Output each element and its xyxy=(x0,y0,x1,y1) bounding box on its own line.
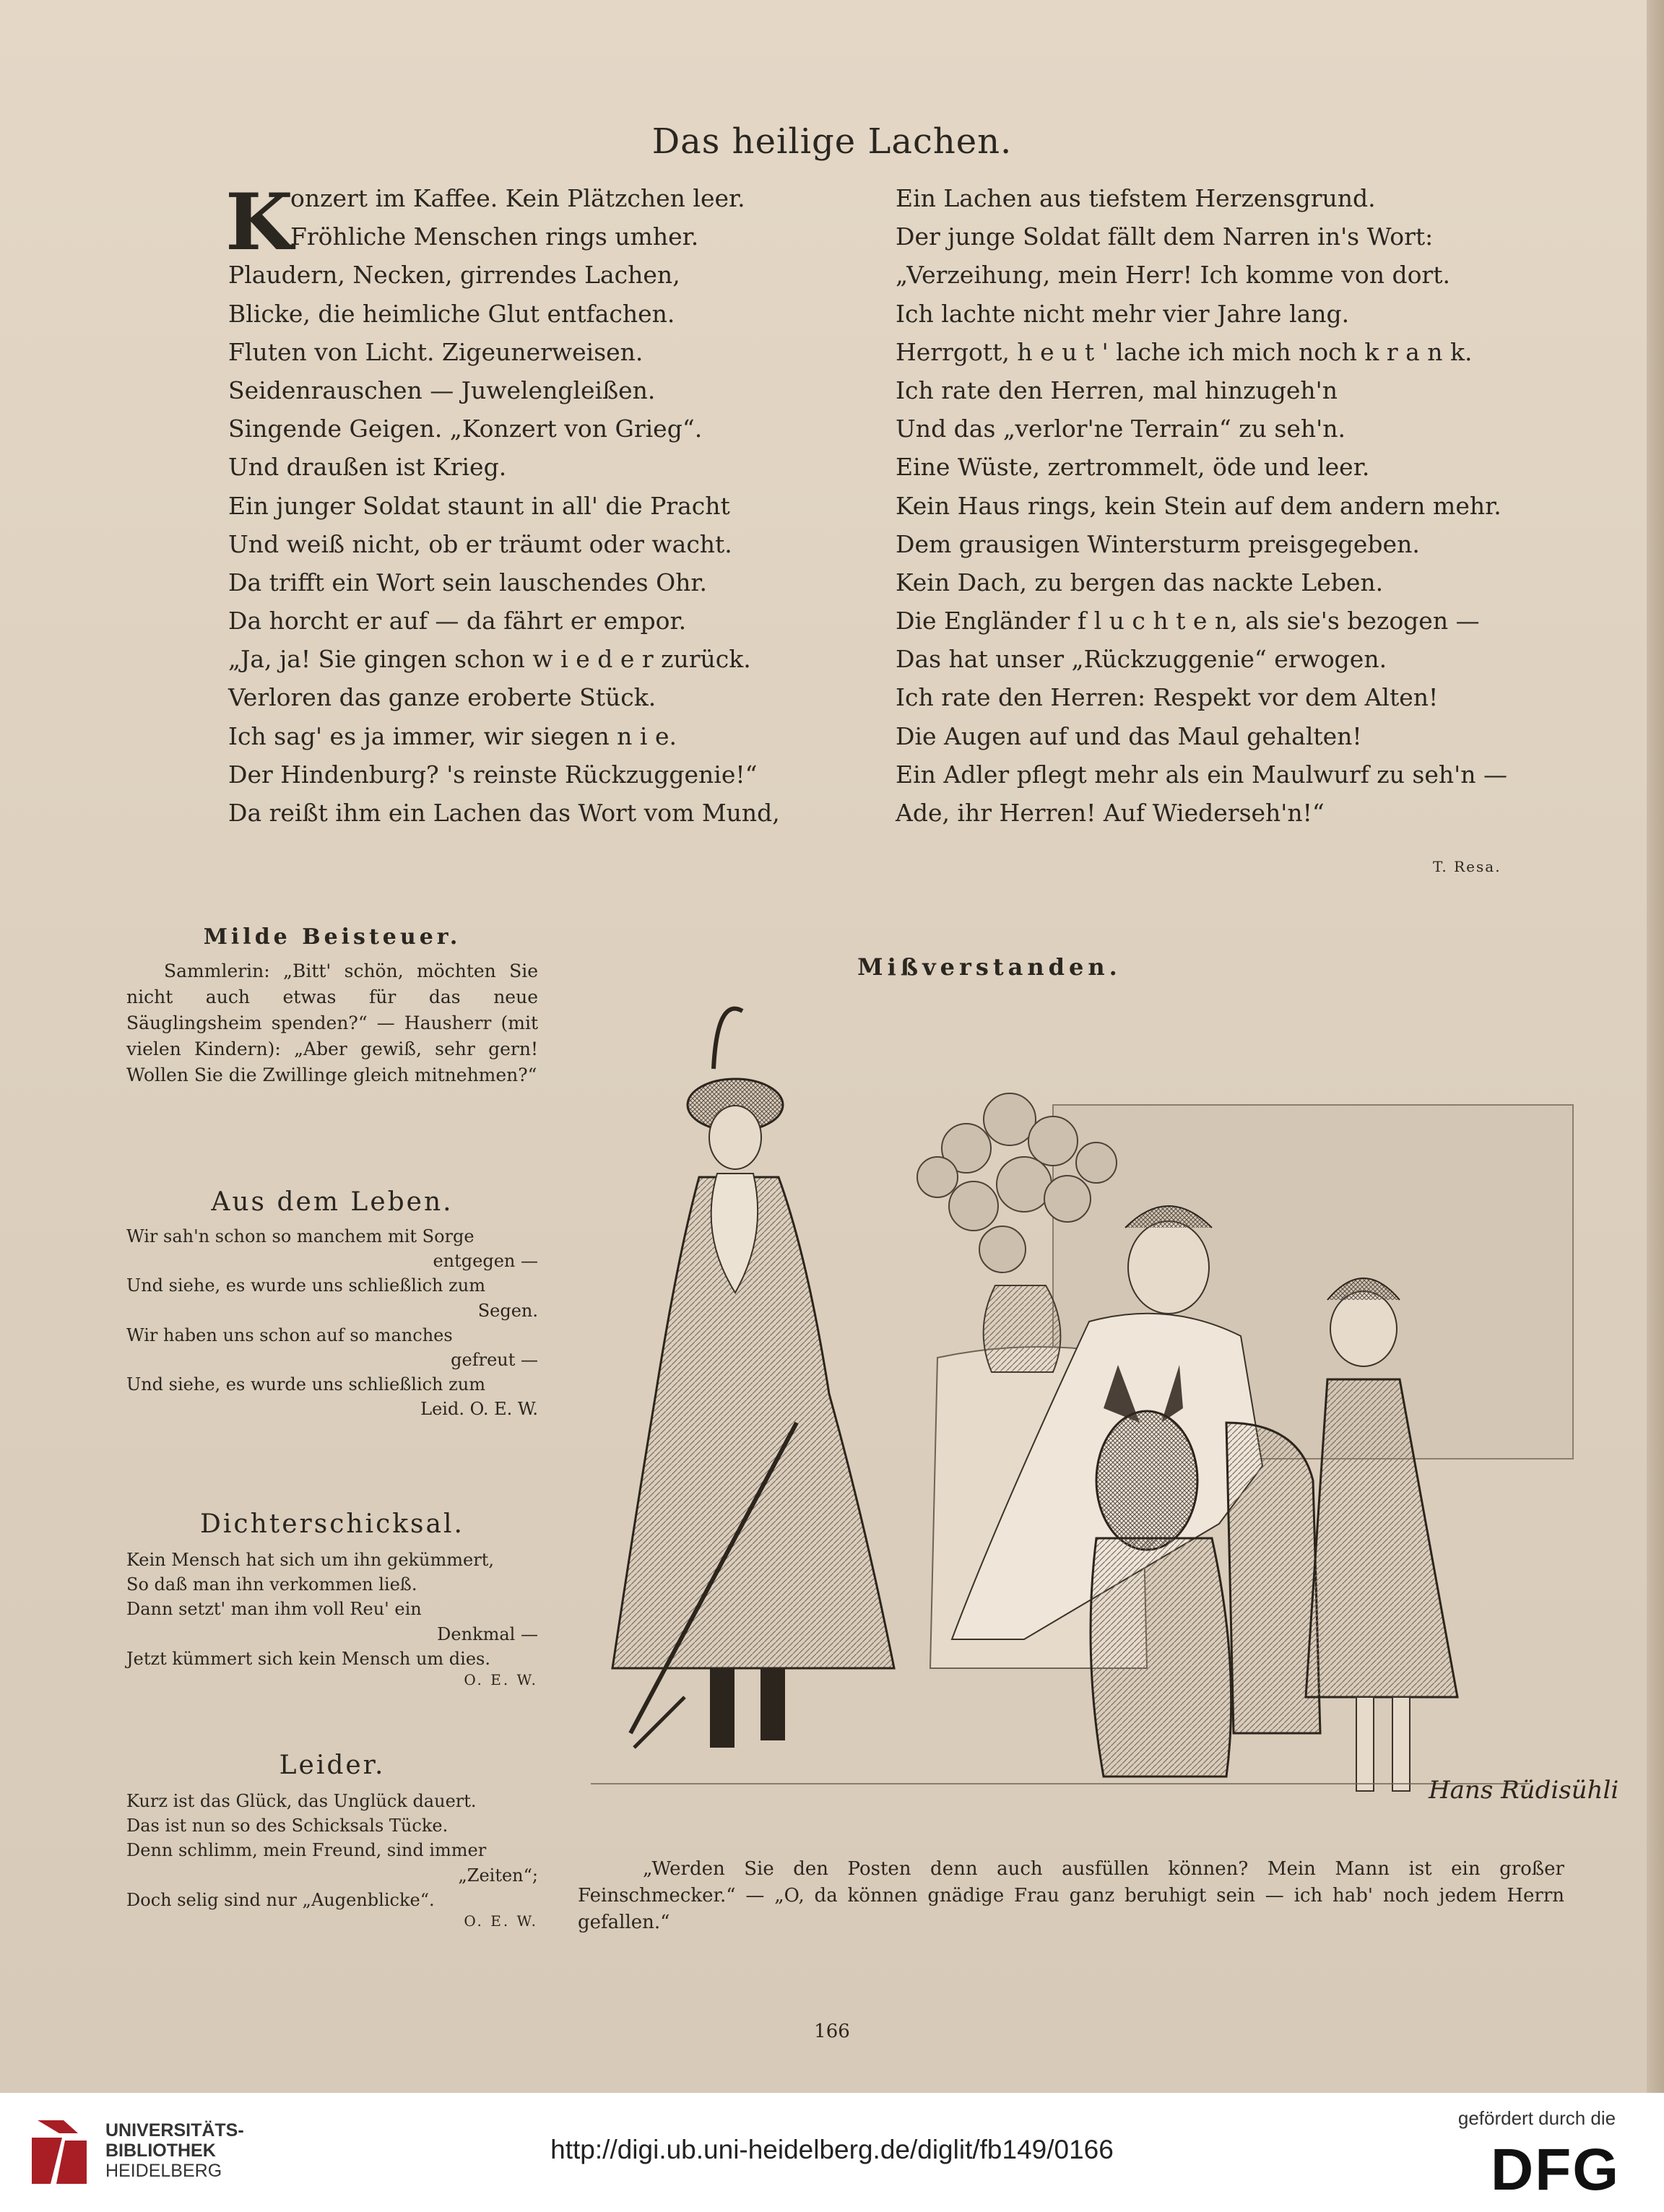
verse-line: entgegen — xyxy=(433,1251,538,1272)
standing-woman-figure xyxy=(612,1009,894,1748)
library-name-line: UNIVERSITÄTS- xyxy=(105,2120,244,2141)
poem-line: Da trifft ein Wort sein lauschendes Ohr. xyxy=(228,568,708,597)
leider-section xyxy=(126,1751,538,1930)
poem-line: Kein Haus rings, kein Stein auf dem andern mehr. xyxy=(896,491,1502,520)
poem-line: Ein junger Soldat staunt in all' die Pracht xyxy=(228,491,730,520)
verse-line: Und siehe, es wurde uns schließlich zum xyxy=(126,1275,486,1296)
verse-line: gefreut — xyxy=(451,1350,538,1371)
poem-line: Herrgott, h e u t ' lache ich mich noch k r a n k. xyxy=(896,337,1473,366)
poem-line: Ein Adler pflegt mehr als ein Maulwurf zu seh'n — xyxy=(896,760,1507,789)
leider-verse xyxy=(126,1789,538,1912)
poem-dropcap: K xyxy=(225,177,293,268)
permalink-url[interactable]: http://digi.ub.uni-heidelberg.de/diglit/fb149/0166 xyxy=(550,2135,1114,2164)
verse-line: Kurz ist das Glück, das Unglück dauert. xyxy=(126,1791,477,1811)
verse-line: So daß man ihn verkommen ließ. xyxy=(126,1574,417,1595)
verse-line: Segen. xyxy=(477,1300,538,1321)
verse-line: Denkmal — xyxy=(437,1623,538,1644)
verse-line: Leid. O. E. W. xyxy=(420,1399,538,1420)
leider-heading: Leider. xyxy=(279,1751,386,1780)
poem-line: Dem grausigen Wintersturm preisgegeben. xyxy=(896,529,1420,558)
poem-line: onzert im Kaffee. Kein Plätzchen leer. xyxy=(290,184,745,212)
page-edge xyxy=(1647,0,1664,2093)
dfg-logo[interactable]: DFG xyxy=(1491,2137,1621,2203)
artist-signature: Hans Rüdisühli xyxy=(1429,1776,1619,1805)
poem-line: Das hat unser „Rückzuggenie“ erwogen. xyxy=(896,645,1387,674)
aus-dem-leben-section xyxy=(126,1187,538,1422)
verse-line: Wir haben uns schon auf so manches xyxy=(126,1324,453,1345)
poem-line: Die Augen auf und das Maul gehalten! xyxy=(896,721,1362,750)
poem-line: Fröhliche Menschen rings umher. xyxy=(290,222,699,251)
milde-text: Sammlerin: „Bitt' schön, möchten Sie nicht auch etwas für das neue Säuglingsheim spenden?“ — Hausherr (mit vielen Kindern): „Aber gewiß, sehr gern! Wollen Sie die Zwillinge gleich mitnehmen?“ xyxy=(126,960,538,1085)
poem-left-column xyxy=(228,179,849,832)
poem-line: Da reißt ihm ein Lachen das Wort vom Mund, xyxy=(228,799,780,827)
poem-line: Singende Geigen. „Konzert von Grieg“. xyxy=(228,415,703,443)
verse-line: Wir sah'n schon so manchem mit Sorge xyxy=(126,1226,474,1246)
verse-line: Und siehe, es wurde uns schließlich zum xyxy=(126,1374,486,1395)
milde-beisteuer-section xyxy=(126,924,538,1088)
poem-line: Ein Lachen aus tiefstem Herzensgrund. xyxy=(896,184,1376,212)
poem-line: Eine Wüste, zertrommelt, öde und leer. xyxy=(896,453,1370,482)
illustration xyxy=(591,1018,1619,1820)
funding-note: gefördert durch die xyxy=(1457,2107,1616,2129)
verse-line: Das ist nun so des Schicksals Tücke. xyxy=(126,1816,448,1836)
poem-line: Ade, ihr Herren! Auf Wiederseh'n!“ xyxy=(896,799,1325,827)
poem-line: „Ja, ja! Sie gingen schon w i e d e r zurück. xyxy=(228,645,751,674)
footer-bar xyxy=(0,2093,1664,2212)
poem-title: Das heilige Lachen. xyxy=(651,121,1013,162)
poem-line: Da horcht er auf — da fährt er empor. xyxy=(228,607,687,636)
verse-line: Kein Mensch hat sich um ihn gekümmert, xyxy=(126,1550,494,1570)
verse-line: „Zeiten“; xyxy=(458,1865,538,1886)
poem-line: Ich sag' es ja immer, wir siegen n i e. xyxy=(228,721,677,750)
illustration-caption: „Werden Sie den Posten denn auch ausfüllen können? Mein Mann ist ein großer Feinschmecker.“ — „O, da können gnädige Frau ganz beruhigt sein — ich hab' noch jedem Herrn gefallen.“ xyxy=(578,1858,1564,1933)
leben-heading: Aus dem Leben. xyxy=(211,1187,454,1217)
poem-line: Ich lachte nicht mehr vier Jahre lang. xyxy=(896,299,1350,328)
verse-line: Jetzt kümmert sich kein Mensch um dies. xyxy=(126,1648,490,1669)
poem-line: Die Engländer f l u c h t e n, als sie's bezogen — xyxy=(896,607,1480,636)
library-name-line: HEIDELBERG xyxy=(105,2161,222,2181)
dichter-signature: O. E. W. xyxy=(464,1671,538,1689)
verse-line: Denn schlimm, mein Freund, sind immer xyxy=(126,1840,487,1861)
missverstanden-heading: Mißverstanden. xyxy=(857,953,1122,981)
poem-line: Ich rate den Herren, mal hinzugeh'n xyxy=(896,376,1338,404)
poem-line: Seidenrauschen — Juwelengleißen. xyxy=(228,376,656,404)
poem-line: Kein Dach, zu bergen das nackte Leben. xyxy=(896,568,1384,597)
dichter-heading: Dichterschicksal. xyxy=(200,1509,464,1539)
library-name-line: BIBLIOTHEK xyxy=(105,2141,216,2161)
vase xyxy=(984,1285,1061,1372)
dichter-verse xyxy=(126,1548,538,1671)
poem-line: Und das „verlor'ne Terrain“ zu seh'n. xyxy=(896,415,1346,443)
poem-line: Fluten von Licht. Zigeunerweisen. xyxy=(228,337,644,366)
poem-right-column xyxy=(896,179,1531,832)
poem-line: Ich rate den Herren: Respekt vor dem Alten! xyxy=(896,683,1439,712)
leider-signature: O. E. W. xyxy=(464,1912,538,1930)
poem-line: „Verzeihung, mein Herr! Ich komme von dort. xyxy=(896,261,1450,290)
verse-line: Doch selig sind nur „Augenblicke“. xyxy=(126,1889,435,1910)
poem-line: Der Hindenburg? 's reinste Rückzuggenie!“ xyxy=(228,760,758,789)
poem-author: T. Resa. xyxy=(1433,858,1502,875)
poem-line: Verloren das ganze eroberte Stück. xyxy=(228,683,656,712)
leben-verse xyxy=(126,1224,538,1422)
poem-line: Der junge Soldat fällt dem Narren in's Wort: xyxy=(896,222,1434,251)
page-number: 166 xyxy=(814,2021,850,2042)
dichterschicksal-section xyxy=(126,1509,538,1688)
milde-heading: Milde Beisteuer. xyxy=(203,924,462,950)
poem-line: Und draußen ist Krieg. xyxy=(228,453,507,482)
poem-line: Plaudern, Necken, girrendes Lachen, xyxy=(228,261,680,290)
poem-line: Und weiß nicht, ob er träumt oder wacht. xyxy=(228,529,732,558)
poem-line: Blicke, die heimliche Glut entfachen. xyxy=(228,299,675,328)
verse-line: Dann setzt' man ihm voll Reu' ein xyxy=(126,1599,422,1620)
